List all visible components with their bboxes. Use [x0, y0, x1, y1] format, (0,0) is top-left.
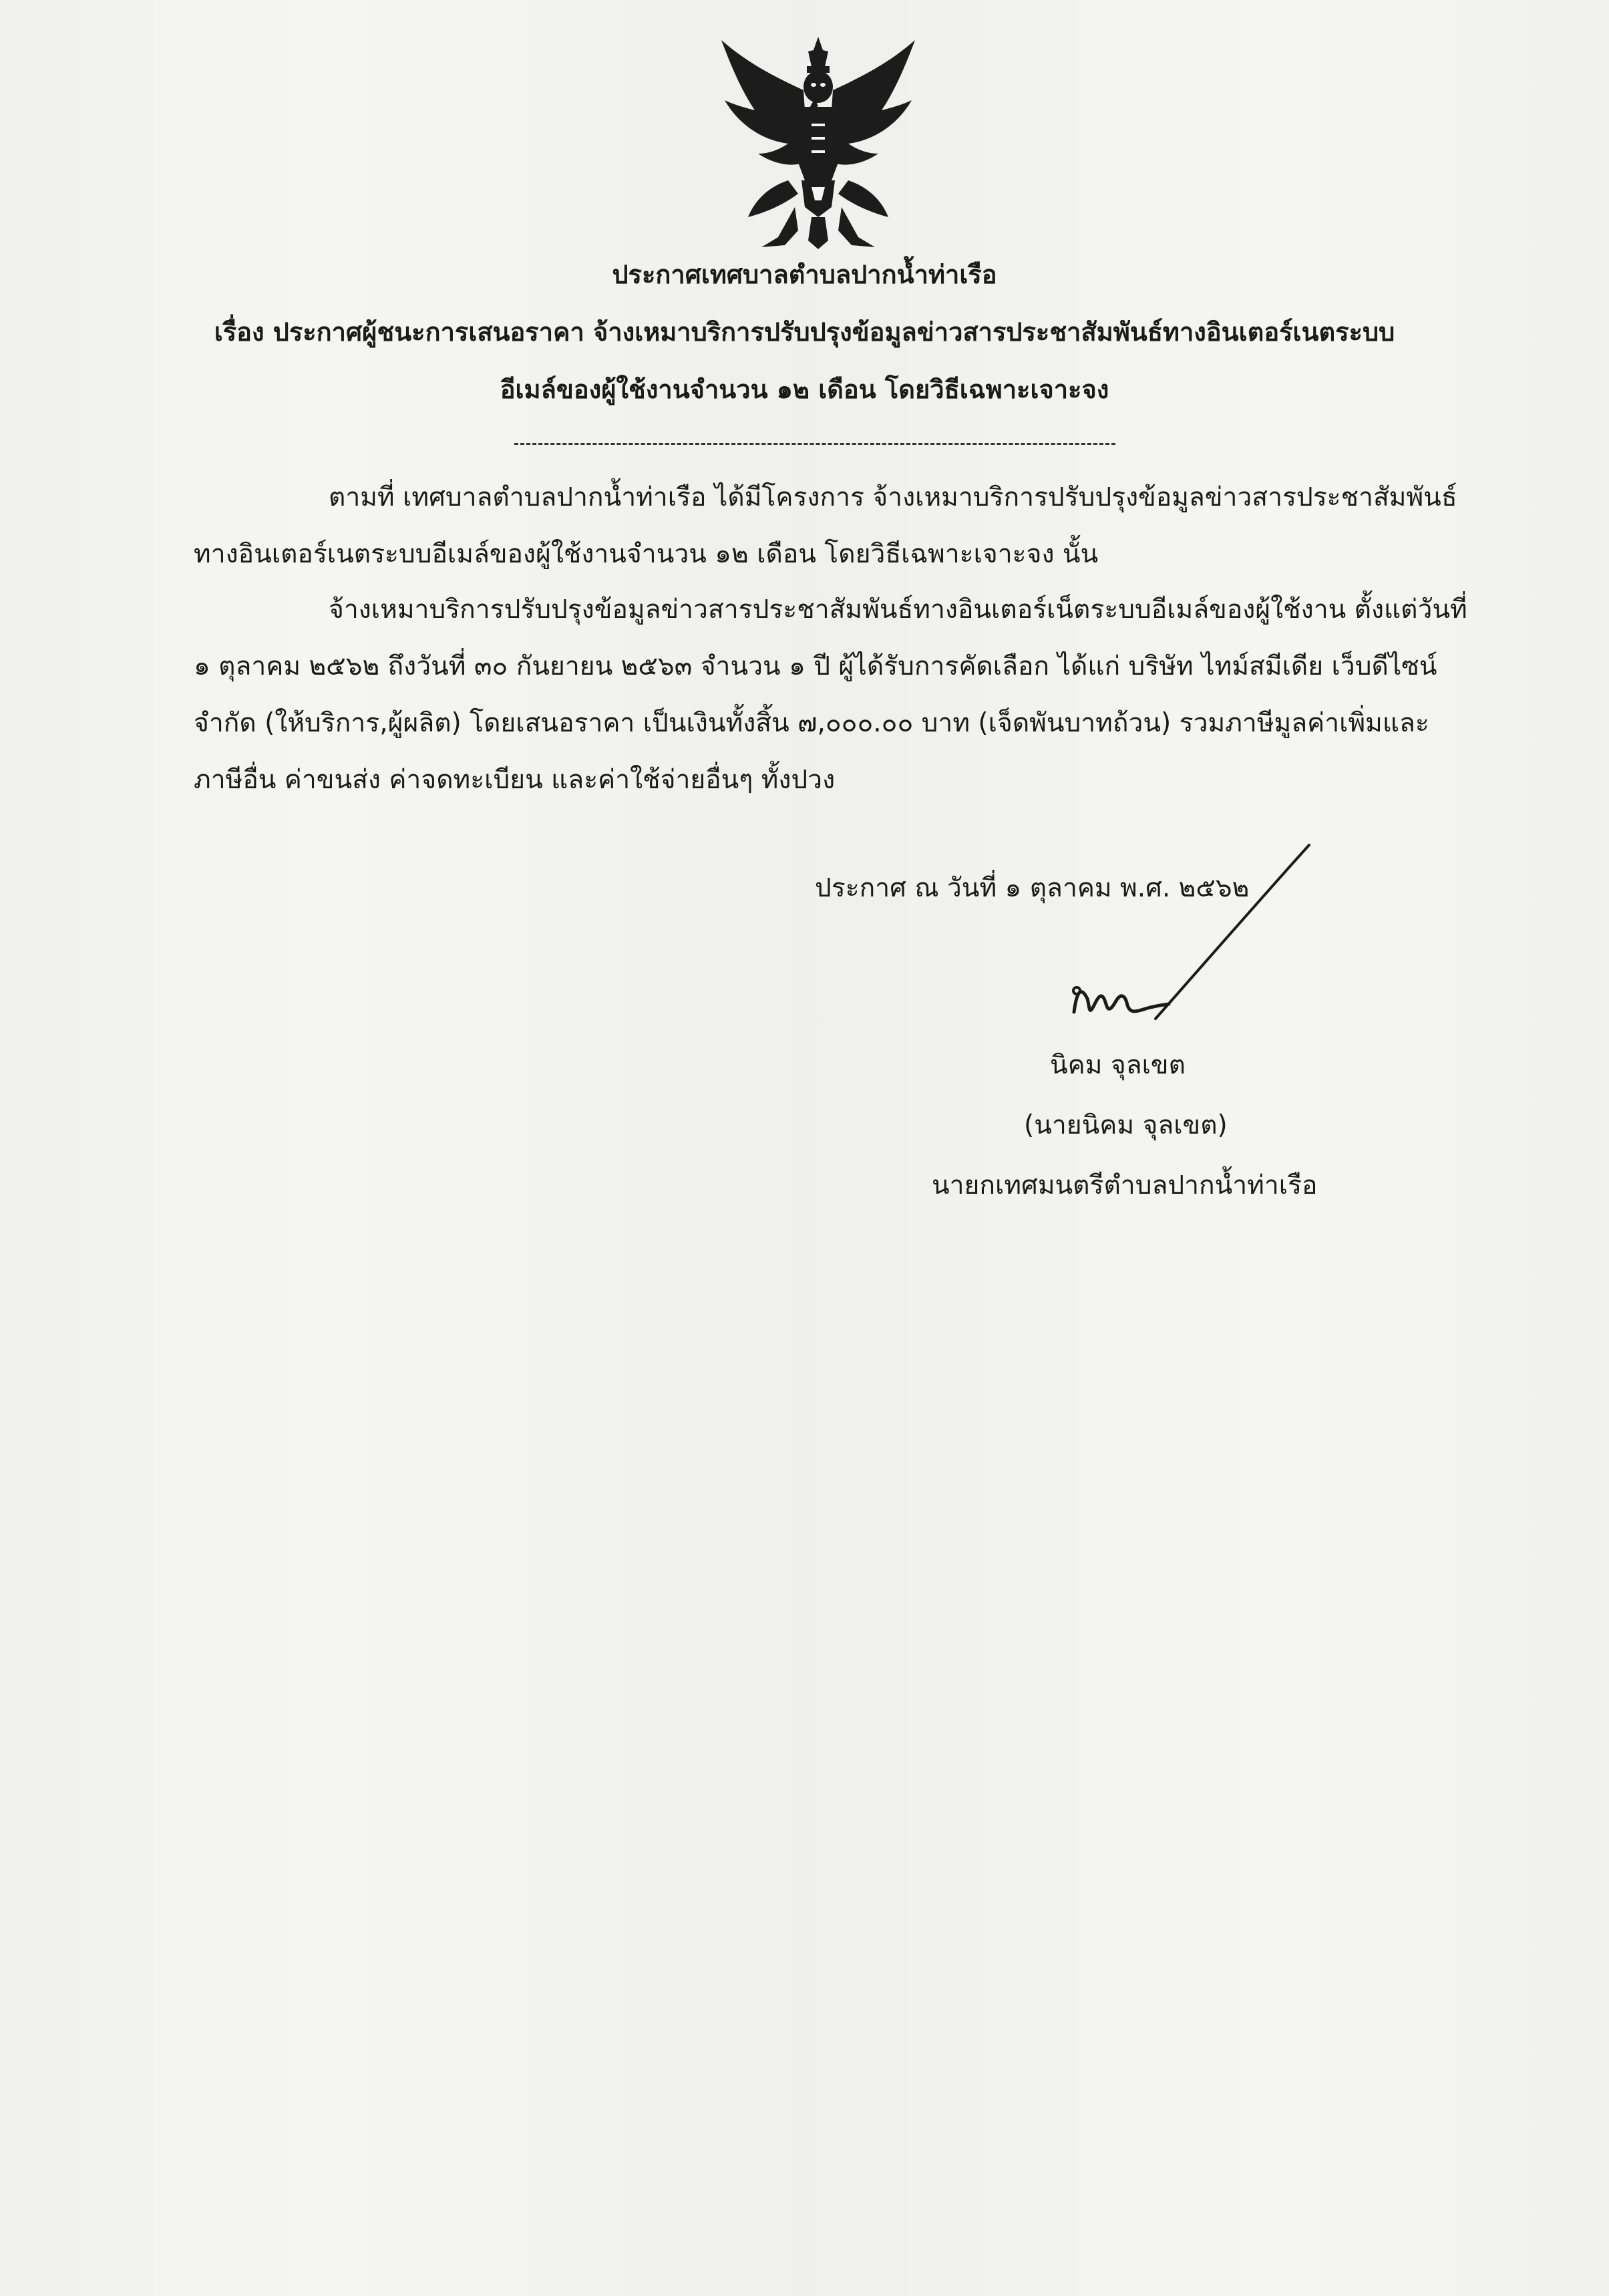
signer-name: นิคม จุลเขต: [1050, 1050, 1186, 1080]
paragraph-2-line-1: จ้างเหมาบริการปรับปรุงข้อมูลข่าวสารประชาสัมพันธ์ทางอินเตอร์เน็ตระบบอีเมล์ของผู้ใช้งาน ตั้งแต่วันที่: [329, 595, 1467, 625]
paragraph-2-line-4: ภาษีอื่น ค่าขนส่ง ค่าจดทะเบียน และค่าใช้จ่ายอื่นๆ ทั้งปวง: [194, 765, 836, 795]
paragraph-1-line-2: ทางอินเตอร์เนตระบบอีเมล์ของผู้ใช้งานจำนวน ๑๒ เดือน โดยวิธีเฉพาะเจาะจง นั้น: [194, 539, 1099, 569]
paragraph-2-line-2: ๑ ตุลาคม ๒๕๖๒ ถึงวันที่ ๓๐ กันยายน ๒๕๖๓ จำนวน ๑ ปี ผู้ได้รับการคัดเลือก ได้แก่ บริษัท ไทม์สมีเดีย เว็บดีไซน์: [194, 651, 1437, 681]
announced-date: ประกาศ ณ วันที่ ๑ ตุลาคม พ.ศ. ๒๕๖๒: [815, 873, 1250, 903]
separator-divider: [514, 443, 1115, 445]
handwritten-signature-icon: [1069, 972, 1182, 1025]
subject-line-2: อีเมล์ของผู้ใช้งานจำนวน ๑๒ เดือน โดยวิธีเฉพาะเจาะจง: [500, 375, 1109, 404]
subject-line-1: เรื่อง ประกาศผู้ชนะการเสนอราคา จ้างเหมาบริการปรับปรุงข้อมูลข่าวสารประชาสัมพันธ์ทางอินเตอร์เนตระบบ: [214, 317, 1395, 347]
issuer-heading: ประกาศเทศบาลตำบลปากน้ำท่าเรือ: [612, 260, 997, 289]
paragraph-1-line-1: ตามที่ เทศบาลตำบลปากน้ำท่าเรือ ได้มีโครงการ จ้างเหมาบริการปรับปรุงข้อมูลข่าวสารประชาสัมพันธ์: [329, 482, 1457, 512]
garuda-emblem-icon: [715, 37, 922, 251]
signer-full-name: (นายนิคม จุลเขต): [1024, 1110, 1228, 1140]
paragraph-2-line-3: จำกัด (ให้บริการ,ผู้ผลิต) โดยเสนอราคา เป็นเงินทั้งสิ้น ๗,๐๐๐.๐๐ บาท (เจ็ดพันบาทถ้วน) รวมภาษีมูลค่าเพิ่มและ: [194, 708, 1429, 738]
signer-title: นายกเทศมนตรีตำบลปากน้ำท่าเรือ: [932, 1170, 1318, 1200]
